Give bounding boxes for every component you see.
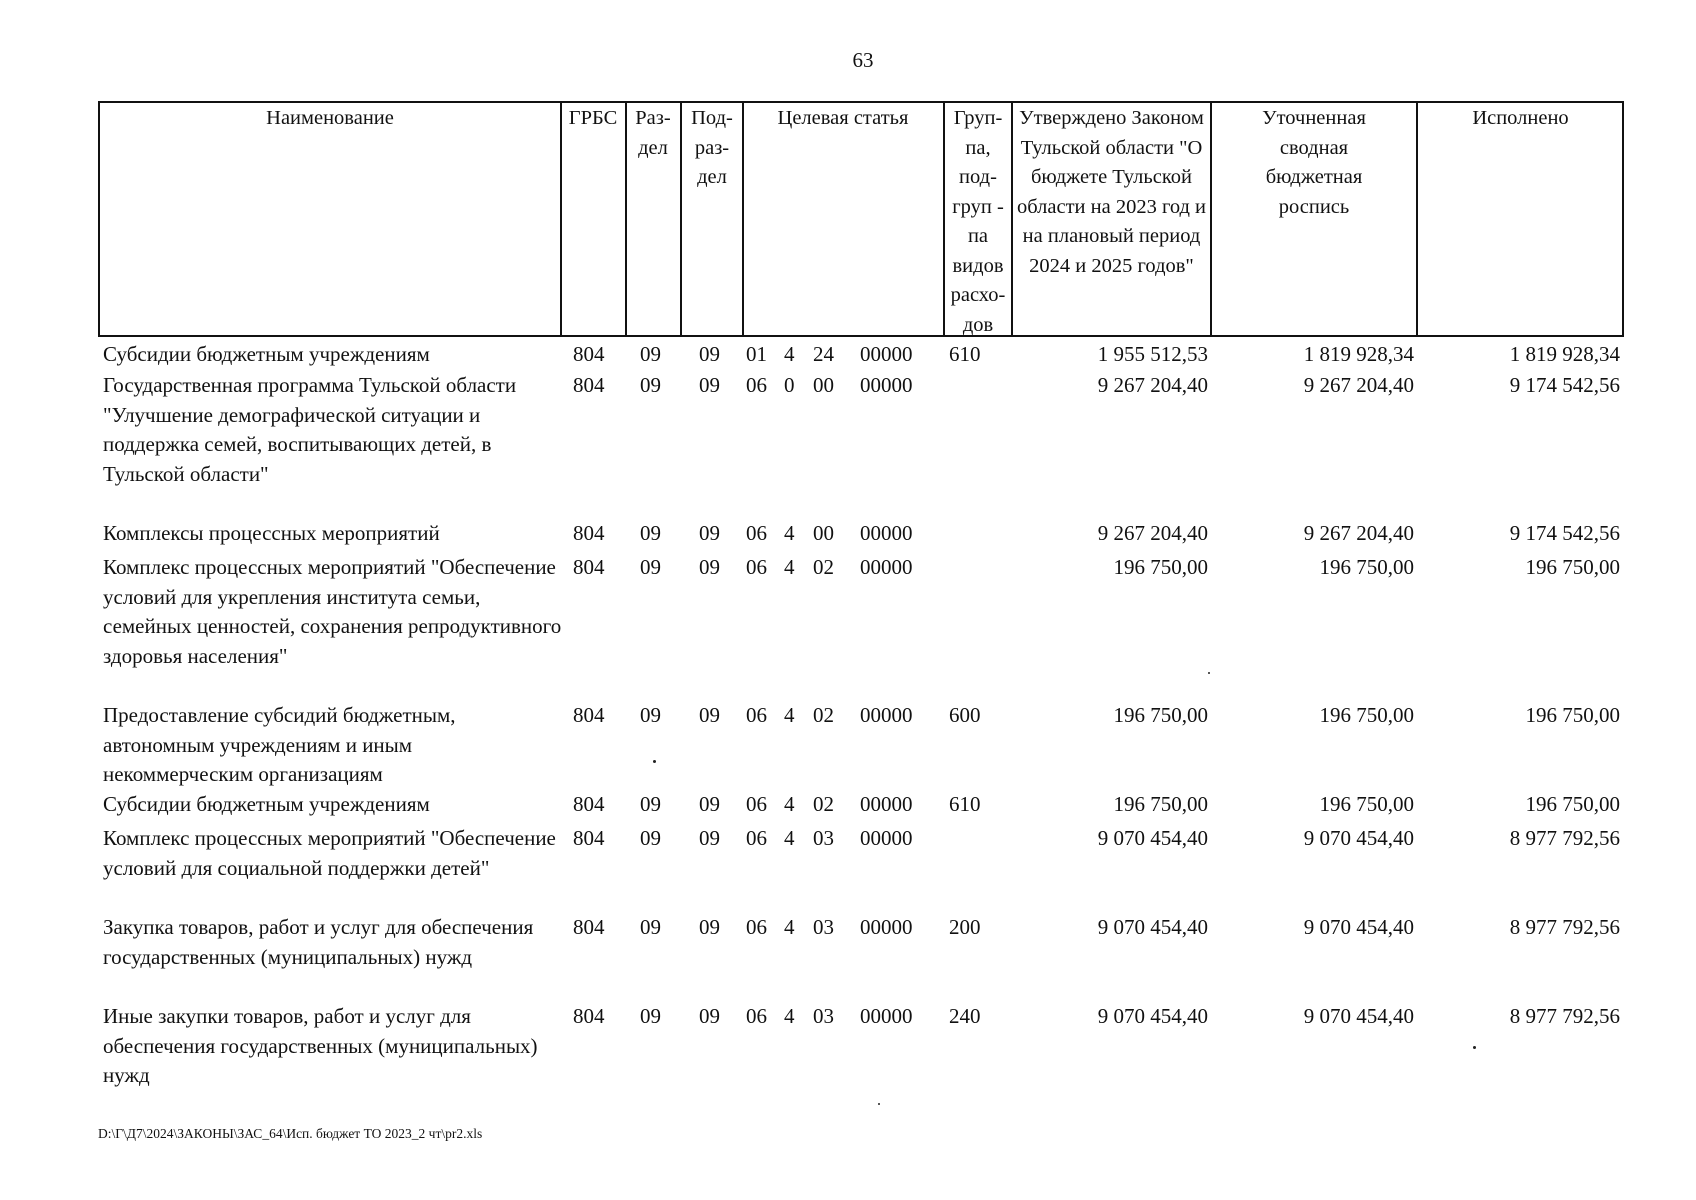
row-refined: 1 819 928,34 [1303,342,1414,366]
file-path-footer: D:\Г\Д7\2024\ЗАКОНЫ\ЗАС_64\Исп. бюджет ТО 2023_2 чт\pr2.xls [98,1126,483,1141]
row-name: Комплекс процессных мероприятий "Обеспечение условий для социальной поддержки детей" [103,826,556,880]
row-razdel: 09 [640,792,661,816]
row-target-direction: 00000 [860,826,913,850]
row-podrazdel: 09 [699,826,720,850]
row-expense-group: 610 [949,342,981,366]
scan-speck [1208,672,1210,674]
row-target-program: 06 [746,915,767,939]
row-target-complex: 02 [813,703,834,727]
row-razdel: 09 [640,521,661,545]
header-refined: Уточненная сводная бюджетная роспись [1262,107,1366,218]
row-target-direction: 00000 [860,792,913,816]
row-executed: 8 977 792,56 [1509,826,1620,850]
row-target-direction: 00000 [860,373,913,397]
row-executed: 8 977 792,56 [1509,1004,1620,1028]
row-target-program: 06 [746,792,767,816]
scan-speck [653,760,656,763]
row-target-complex: 02 [813,792,834,816]
row-expense-group: 600 [949,703,981,727]
row-approved: 9 070 454,40 [1097,826,1208,850]
row-target-direction: 00000 [860,703,913,727]
row-target-type: 4 [784,1004,795,1028]
row-name: Предоставление субсидий бюджетным, автономным учреждениям и иным некоммерческим организациям [103,703,456,786]
row-podrazdel: 09 [699,792,720,816]
row-approved: 9 070 454,40 [1097,1004,1208,1028]
row-podrazdel: 09 [699,342,720,366]
header-expense-group: Груп- па, под- груп - па видов расхо- дов [950,107,1006,336]
page-number: 63 [852,48,874,72]
row-approved: 196 750,00 [1113,792,1208,816]
row-target-program: 01 [746,342,767,366]
row-refined: 9 070 454,40 [1303,1004,1414,1028]
row-grbs: 804 [573,792,605,816]
row-grbs: 804 [573,521,605,545]
row-razdel: 09 [640,342,661,366]
row-target-type: 4 [784,342,795,366]
row-razdel: 09 [640,826,661,850]
row-podrazdel: 09 [699,373,720,397]
row-name: Субсидии бюджетным учреждениям [103,792,430,816]
row-target-program: 06 [746,373,767,397]
row-target-complex: 03 [813,826,834,850]
row-grbs: 804 [573,373,605,397]
row-grbs: 804 [573,342,605,366]
row-podrazdel: 09 [699,1004,720,1028]
row-target-program: 06 [746,521,767,545]
row-target-type: 4 [784,792,795,816]
row-name: Субсидии бюджетным учреждениям [103,342,430,366]
row-refined: 196 750,00 [1319,792,1414,816]
row-target-type: 4 [784,826,795,850]
row-target-complex: 03 [813,915,834,939]
row-target-direction: 00000 [860,555,913,579]
row-podrazdel: 09 [699,521,720,545]
row-grbs: 804 [573,703,605,727]
row-razdel: 09 [640,703,661,727]
row-executed: 9 174 542,56 [1509,373,1620,397]
row-refined: 9 070 454,40 [1303,915,1414,939]
row-approved: 9 267 204,40 [1097,373,1208,397]
row-razdel: 09 [640,373,661,397]
scan-speck [878,1103,880,1105]
row-refined: 196 750,00 [1319,555,1414,579]
row-grbs: 804 [573,1004,605,1028]
row-target-type: 4 [784,703,795,727]
row-target-type: 4 [784,521,795,545]
row-executed: 196 750,00 [1525,703,1620,727]
row-approved: 196 750,00 [1113,555,1208,579]
row-grbs: 804 [573,915,605,939]
table-header [98,101,1624,337]
row-executed: 196 750,00 [1525,792,1620,816]
row-target-direction: 00000 [860,915,913,939]
row-target-direction: 00000 [860,521,913,545]
row-target-program: 06 [746,555,767,579]
row-grbs: 804 [573,555,605,579]
row-target-program: 06 [746,703,767,727]
row-target-complex: 02 [813,555,834,579]
row-podrazdel: 09 [699,703,720,727]
row-refined: 196 750,00 [1319,703,1414,727]
row-target-type: 4 [784,915,795,939]
header-approved: Утверждено Законом Тульской области "О бюджете Тульской области на 2023 год и на плановый период 2024 и 2025 годов" [1016,107,1207,277]
row-executed: 8 977 792,56 [1509,915,1620,939]
row-target-complex: 24 [813,342,834,366]
row-expense-group: 200 [949,915,981,939]
row-refined: 9 070 454,40 [1303,826,1414,850]
header-name: Наименование [266,107,394,129]
row-name: Комплекс процессных мероприятий "Обеспечение условий для укрепления института семьи, семейных ценностей, сохранения репродуктивного здоровья населения" [103,555,562,668]
row-target-program: 06 [746,1004,767,1028]
row-name: Государственная программа Тульской области "Улучшение демографической ситуации и поддержка семей, воспитывающих детей, в Тульской области" [103,373,517,486]
row-refined: 9 267 204,40 [1303,373,1414,397]
row-target-direction: 00000 [860,1004,913,1028]
row-executed: 9 174 542,56 [1509,521,1620,545]
header-razdel: Раз- дел [635,107,671,159]
row-podrazdel: 09 [699,555,720,579]
scan-speck [1473,1046,1476,1049]
row-target-complex: 03 [813,1004,834,1028]
row-target-type: 0 [784,373,795,397]
header-grbs: ГРБС [568,107,618,129]
row-approved: 9 267 204,40 [1097,521,1208,545]
row-approved: 196 750,00 [1113,703,1208,727]
header-executed: Исполнено [1472,107,1569,129]
row-name: Комплексы процессных мероприятий [103,521,440,545]
row-razdel: 09 [640,915,661,939]
row-target-program: 06 [746,826,767,850]
row-name: Иные закупки товаров, работ и услуг для обеспечения государственных (муниципальных) нужд [103,1004,538,1087]
row-expense-group: 610 [949,792,981,816]
row-executed: 1 819 928,34 [1509,342,1620,366]
row-approved: 1 955 512,53 [1097,342,1208,366]
row-target-direction: 00000 [860,342,913,366]
row-expense-group: 240 [949,1004,981,1028]
header-podrazdel: Под- раз- дел [691,107,733,188]
row-executed: 196 750,00 [1525,555,1620,579]
header-target-article: Целевая статья [777,107,909,129]
row-approved: 9 070 454,40 [1097,915,1208,939]
row-razdel: 09 [640,555,661,579]
row-grbs: 804 [573,826,605,850]
row-refined: 9 267 204,40 [1303,521,1414,545]
row-target-type: 4 [784,555,795,579]
row-podrazdel: 09 [699,915,720,939]
row-name: Закупка товаров, работ и услуг для обеспечения государственных (муниципальных) нужд [103,915,534,969]
row-target-complex: 00 [813,521,834,545]
row-razdel: 09 [640,1004,661,1028]
row-target-complex: 00 [813,373,834,397]
